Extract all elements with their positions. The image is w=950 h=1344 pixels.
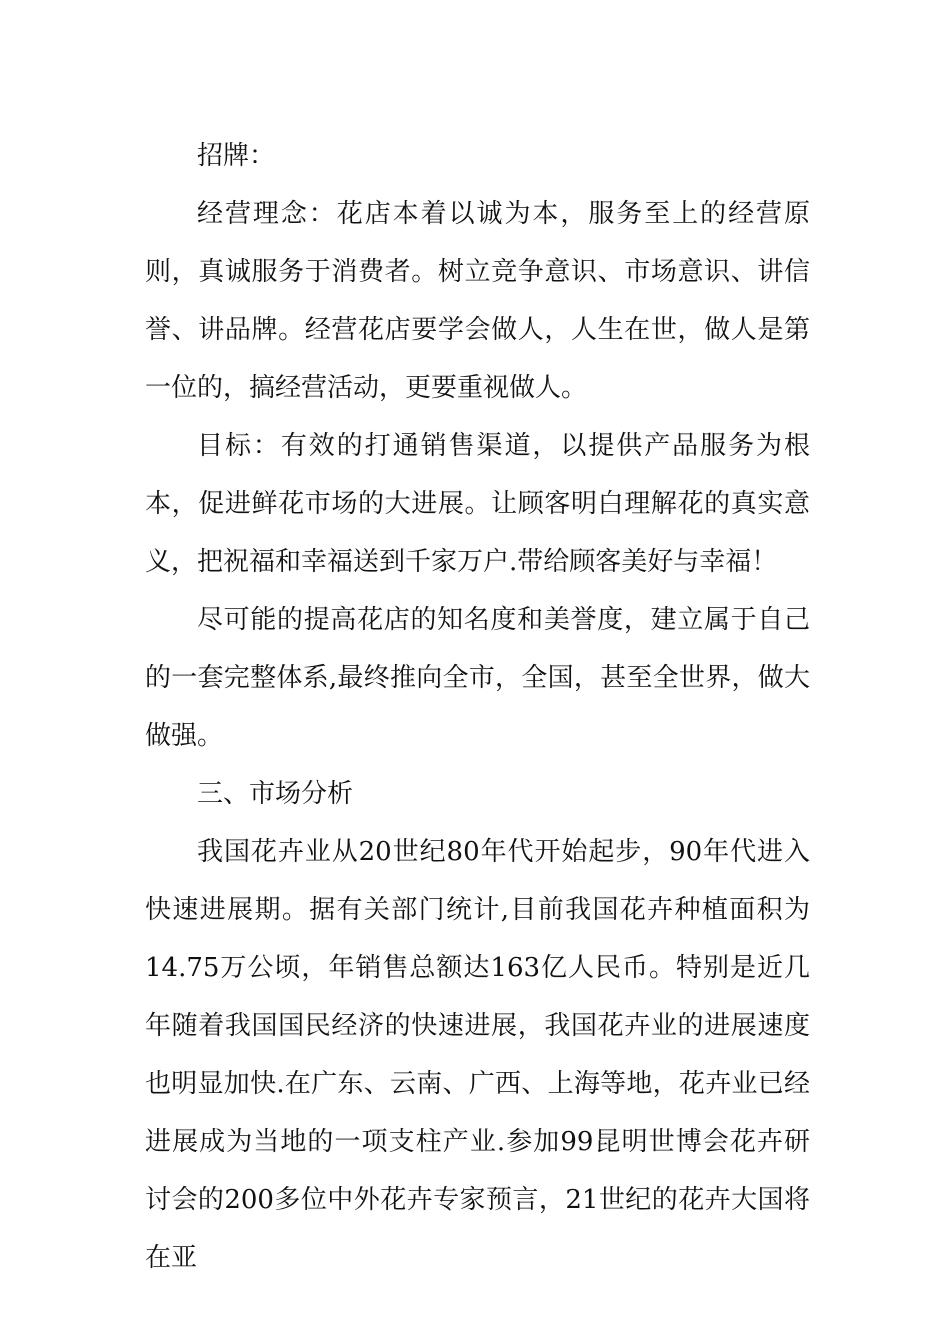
paragraph-market-analysis: 我国花卉业从20世纪80年代开始起步，90年代进入快速进展期。据有关部门统计,目前我国花卉种植面积为14.75万公顷，年销售总额达163亿人民币。特别是近几年随着我国国民经济的快速进展，我国花卉业的进展速度也明显加快.在广东、云南、广西、上海等地，花卉业已经进展成为当地的一项支柱产业.参加99昆明世博会花卉研讨会的200多位中外花卉专家预言，21世纪的花卉大国将在亚 — [145, 837, 810, 1273]
paragraph-signboard: 招牌： — [197, 141, 276, 171]
paragraph-reputation: 尽可能的提高花店的知名度和美誉度，建立属于自己的一套完整体系,最终推向全市，全国，甚至全世界，做大做强。 — [145, 605, 810, 751]
paragraph-business-philosophy: 经营理念：花店本着以诚为本，服务至上的经营原则，真诚服务于消费者。树立竞争意识、市场意识、讲信誉、讲品牌。经营花店要学会做人，人生在世，做人是第一位的，搞经营活动，更要重视做人。 — [145, 199, 810, 403]
section-heading-market-analysis: 三、市场分析 — [197, 779, 354, 809]
paragraph-goal: 目标：有效的打通销售渠道，以提供产品服务为根本，促进鲜花市场的大进展。让顾客明白理解花的真实意义，把祝福和幸福送到千家万户.带给顾客美好与幸福！ — [145, 431, 810, 577]
document-body — [145, 127, 810, 1287]
